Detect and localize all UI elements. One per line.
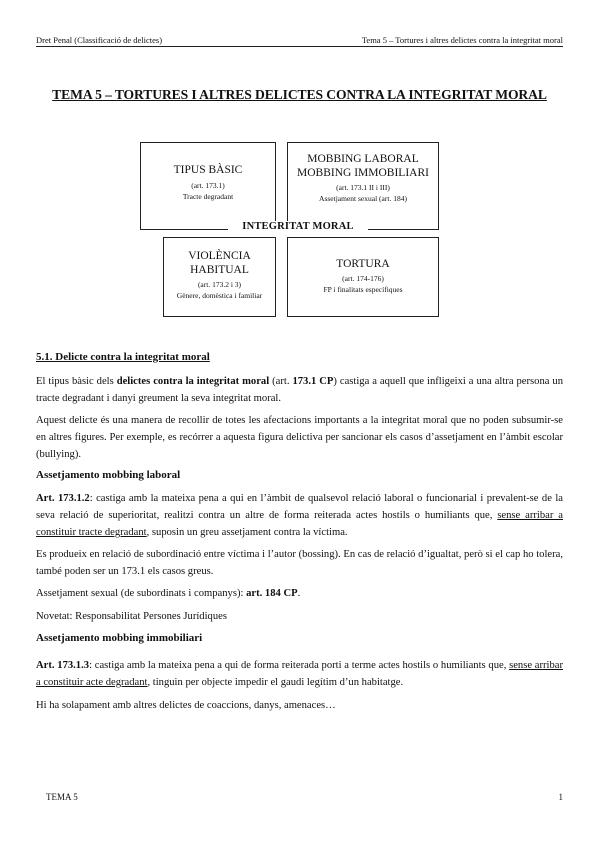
paragraph-2: Aquest delicte és una manera de recollir de totes les afectacions importants a la integritat moral que no poden subsumir-se en altres figures. Per exemple, es recórrer a aquesta figura delictiva per sancionar els casos d’assetjament en l’àmbit escolar (bullying). [36,415,563,460]
paragraph-4: Es produeix en relació de subordinació entre víctima i l’autor (bossing). En cas de relació d’igualtat, però si el cap ho tolera, també poden ser un 173.1 els casos greus. [36,549,563,577]
text: : castiga amb la mateixa pena a qui de forma reiterada porti a terme actes hostils o humiliants que, [89,660,510,671]
center-label: INTEGRITAT MORAL [228,221,368,232]
paragraph-3 [36,490,563,541]
bold-article: Art. 173.1.3 [36,660,90,671]
section-heading: 5.1. Delicte contra la integritat moral [36,351,210,363]
bold-article: 173.1 CP [292,376,334,387]
box-desc: Assetjament sexual (art. 184) [319,194,407,203]
page-number: 1 [558,792,563,802]
subheading-mobbing-immobiliari: Assetjamento mobbing immobiliari [36,632,203,644]
box-violencia-habitual [163,237,276,317]
box-title: TIPUS BÀSIC [173,164,243,176]
text: , suposin un greu assetjament contra la víctima. [146,527,348,538]
running-header-right: Tema 5 – Tortures i altres delictes contra la integritat moral [361,35,563,45]
paragraph-5 [36,585,563,602]
box-tipus-basic [140,142,276,230]
box-title: TORTURA [336,258,390,270]
bold-term: delictes contra la integritat moral [116,376,270,387]
bold-article: art. 184 CP [246,588,298,599]
footer-left: TEMA 5 [46,792,78,802]
box-desc: Gènere, domèstica i familiar [176,291,263,300]
paragraph-7 [36,657,563,691]
box-ref: (art. 173.1 II i III) [336,183,390,192]
box-title-2: HABITUAL [190,264,249,276]
running-header-left: Dret Penal (Classificació de delictes) [36,35,163,45]
underlined-text: sense arribar a constituir acte degradant [36,660,563,688]
box-ref: (art. 173.1) [191,181,225,190]
text: (art. [269,376,293,387]
paragraph-1 [36,373,563,407]
text: . [297,588,301,599]
underlined-text: sense arribar a constituir tracte degradant [36,510,563,538]
page-title: TEMA 5 – TORTURES I ALTRES DELICTES CONTRA LA INTEGRITAT MORAL [52,87,547,102]
box-desc: FP i finalitats específiques [323,285,403,294]
box-title-1: MOBBING LABORAL [307,153,419,165]
box-title-2: MOBBING IMMOBILIARI [297,167,429,179]
box-tortura [287,237,439,317]
text: Assetjament sexual (de subordinats i companys): [36,588,247,599]
text: , tinguin per objecte impedir el gaudi legítim d’un habitatge. [147,677,404,688]
box-desc: Tracte degradant [182,192,234,201]
text: : castiga amb la mateixa pena a qui en l’àmbit de qualsevol relació laboral o funcionarial i prevalent-se de la seva relació de superioritat, realitzi contra un altre de forma reiterada actes hostils o humiliants que, [36,493,563,521]
box-ref: (art. 174-176) [342,274,384,283]
text: El tipus bàsic dels [36,376,117,387]
text: ) castiga a aquell que infligeixi a una altra persona un tracte degradant i danyi greument la seva integritat moral. [36,376,563,404]
paragraph-6: Novetat: Responsabilitat Persones Jurídiques [36,611,227,622]
paragraph-8: Hi ha solapament amb altres delictes de coaccions, danys, amenaces… [36,700,336,711]
box-ref: (art. 173.2 i 3) [197,280,242,289]
subheading-mobbing-laboral: Assetjamento mobbing laboral [36,469,181,481]
header-rule [36,46,563,47]
box-title-1: VIOLÈNCIA [188,250,251,262]
bold-article: Art. 173.1.2 [36,493,90,504]
box-mobbing [287,142,439,230]
